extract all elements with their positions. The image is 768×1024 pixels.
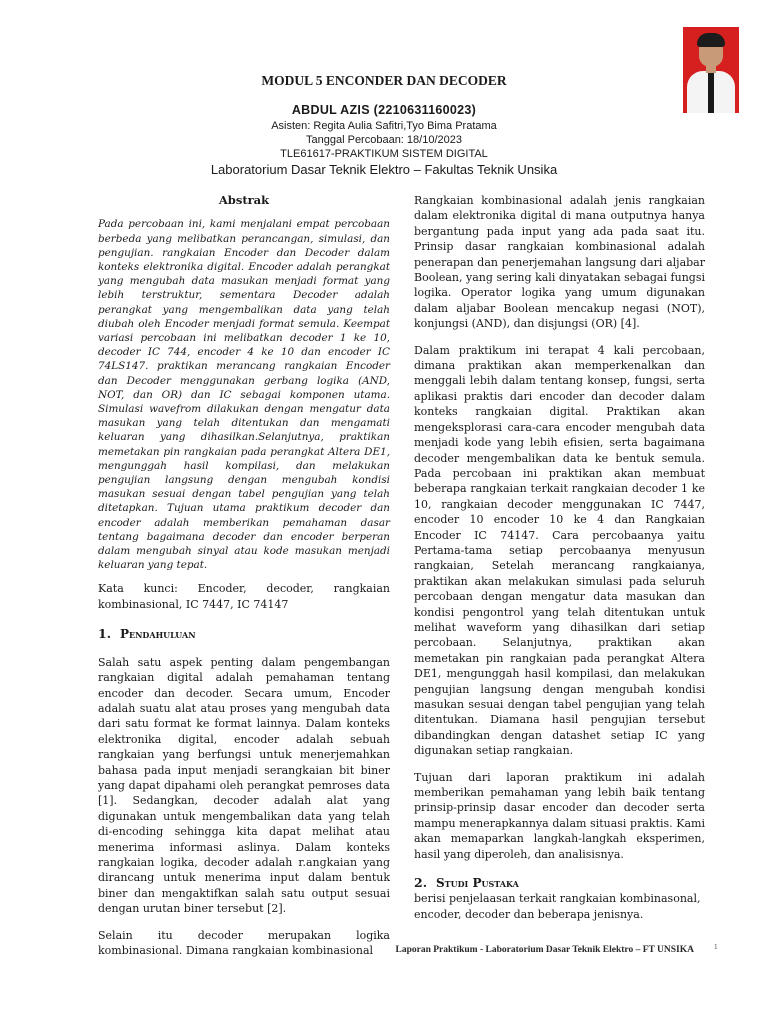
photo-hair (697, 33, 725, 47)
section-1-paragraph-1: Salah satu aspek penting dalam pengembangan rangkaian digital adalah pemahaman tentang encoder dan decoder. Secara umum, Encoder adalah suatu alat atau proses yang mengubah data dari satu format ke format lainnya. Dalam konteks elektronika digital, encoder adalah sebuah rangkaian yang berfungsi untuk menerjemahkan bahasa pada input menjadi serangkaian bit biner yang dapat dipahami oleh perangkat pemroses data [1]. Sedangkan, decoder adalah alat yang digunakan untuk mengembalikan data yang telah di-encoding sehingga kita dapat melihat atau menerima informasi aslinya. Dalam konteks rangkaian logika, decoder adalah r.angkaian yang dirancang untuk menerima input dalam bentuk biner dan mengaktifkan salah satu output sesuai dengan urutan biner tersebut [2]. (98, 655, 390, 916)
section-1-paragraph-2: Selain itu decoder merupakan logika kombinasional. Dimana rangkaian kombinasional (98, 928, 390, 958)
section-1-number: 1. (98, 626, 112, 642)
right-column (414, 193, 705, 933)
left-column (98, 193, 390, 969)
section-2-title: Studi Pustaka (436, 876, 519, 891)
assistant-line: Asisten: Regita Aulia Safitri,Tyo Bima Pratama (271, 120, 497, 132)
paper-title: MODUL 5 ENCONDER DAN DECODER (261, 73, 507, 88)
page-footer: Laporan Praktikum - Laboratorium Dasar Teknik Elektro – FT UNSIKA (395, 945, 694, 955)
section-2-paragraph-1: berisi penjelaasan terkait rangkaian kombinasonal, encoder, decoder dan beberapa jenisnya. (414, 892, 701, 921)
lab-name: Laboratorium Dasar Teknik Elektro – Fakultas Teknik Unsika (210, 162, 558, 177)
keywords: Kata kunci: Encoder, decoder, rangkaian kombinasional, IC 7447, IC 74147 (98, 582, 390, 611)
section-1-paragraph-3: Rangkaian kombinasional adalah jenis rangkaian dalam elektronika digital di mana outputnya hanya bergantung pada input yang ada pada saat itu. Prinsip dasar rangkaian kombinasional adalah penerapan dan penerjemahan langsung dari aljabar Boolean, yang sering kali dinyatakan sebagai fungsi logika. Operator logika yang umum digunakan dalam aljabar Boolean mencakup negasi (NOT), konjungsi (AND), dan disjungsi (OR) [4]. (414, 194, 705, 331)
section-1-title: Pendahuluan (120, 627, 196, 642)
section-2-heading (414, 875, 705, 891)
author-name: ABDUL AZIS (2210631160023) (291, 103, 477, 117)
page-number: 1 (714, 944, 718, 951)
abstract-text: Pada percobaan ini, kami menjalani empat percobaan berbeda yang melibatkan perancangan, simulasi, dan pengujian. rangkaian Encoder dan Decoder dalam konteks elektronika digital. Encoder adalah perangkat yang mengubah data masukan menjadi format yang lebih terstruktur, sementara Decoder adalah perangkat yang mengembalikan data yang telah diubah oleh Encoder menjadi format semula. Keempat variasi percobaan ini melibatkan decoder 1 ke 10, decoder IC 744, encoder 4 ke 10 dan encoder IC 74LS147. praktikan merancang rangkaian Encoder dan Decoder menggunakan gerbang logika (AND, NOT, dan OR) dan IC sebagai komponen utama. Simulasi wavefrom dilakukan dengan mengatur data masukan yang telah ditentukan dan mengamati keluaran yang dihasilkan.Selanjutnya, praktikan memetakan pin rangkaian pada perangkat Altera DE1, mengunggah hasil kompilasi, dan melakukan pengujian langsung dengan mengubah kondisi masukan sesuai dengan tabel pengujian yang telah ditetapkan. Tujuan utama praktikum decoder dan encoder adalah memberikan pemahaman dasar tentang bagaimana decoder dan encoder berperan dalam mengubah sinyal atau kode masukan menjadi keluaran yang tepat. (98, 218, 390, 572)
section-1-heading (98, 626, 390, 642)
author-photo (683, 27, 739, 113)
section-2-number: 2. (414, 875, 428, 891)
abstract-heading: Abstrak (218, 193, 270, 207)
course-code: TLE61617-PRAKTIKUM SISTEM DIGITAL (280, 148, 488, 160)
experiment-date: Tanggal Percobaan: 18/10/2023 (306, 134, 462, 146)
section-1-paragraph-5: Tujuan dari laporan praktikum ini adalah memberikan pemahaman yang lebih baik tentang prinsip-prinsip dasar encoder dan decoder serta mampu menerapkannya dalam situasi praktis. Kami akan memaparkan langkah-langkah eksperimen, hasil yang diperoleh, dan analisisnya. (414, 770, 705, 861)
section-1-paragraph-4: Dalam praktikum ini terapat 4 kali percobaan, dimana praktikan akan memperkenalkan dan menggali lebih dalam tentang konsep, fungsi, serta aplikasi praktis dari encoder dan decoder dalam konteks rangkaian digital. Praktikan akan mengeksplorasi cara-cara encoder mengubah data menjadi kode yang lebih efisien, serta bagaimana decoder mengembalikan data ke bentuk semula. Pada percobaan ini praktikan akan membuat beberapa rangkaian terkait rangkaian decoder 1 ke 10, rangkaian decoder menggunakan IC 7447, encoder 10 encoder 10 ke 4 dan Rangkaian Encoder IC 74147. Cara percobaanya yaitu Pertama-tama setiap percobaanya menyusun rangkaian, Setelah merancang rangkaianya, praktikan akan melakukan simulasi pada seluruh percobaan dengan mengatur data masukan dan kondisi pengontrol yang telah ditentukan untuk melihat waveform yang dihasilkan dari setiap percobaan. Selanjutnya, praktikan akan memetakan pin rangkaian pada perangkat Altera DE1, mengunggah hasil kompilasi, dan melakukan pengujian langsung dengan mengubah kondisi masukan sesuai dengan tabel pengujian yang telah ditentukan. Diamana hasil pengujian tersebut dibandingkan dengan datashet setiap IC yang digunakan setiap rangkaian. (414, 343, 705, 758)
